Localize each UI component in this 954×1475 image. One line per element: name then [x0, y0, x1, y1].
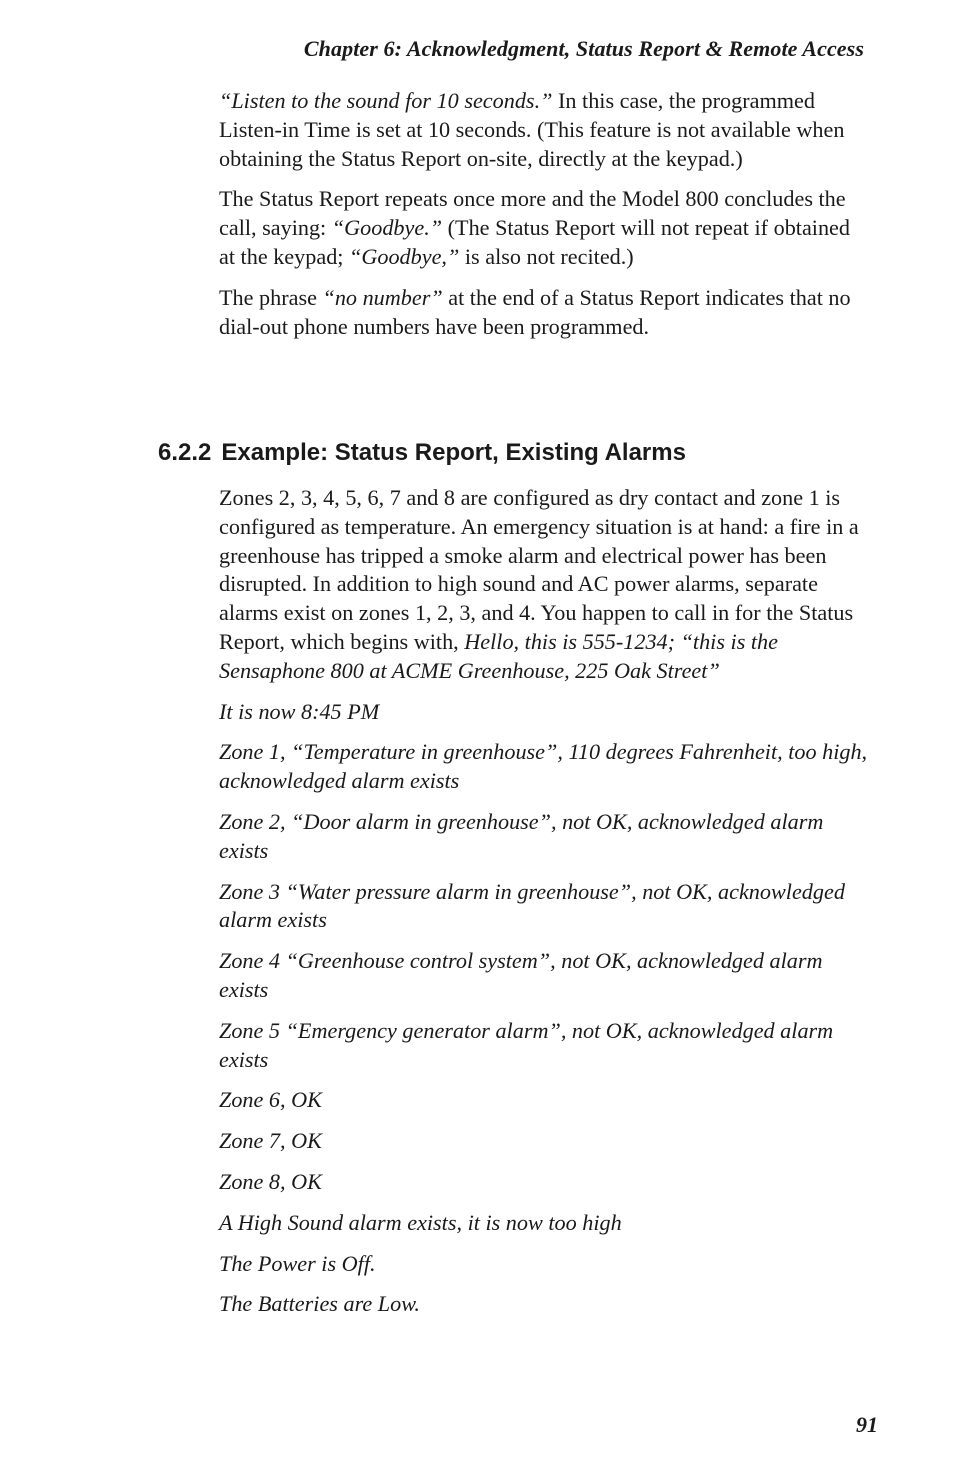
- report-line: Zone 5 “Emergency generator alarm”, not OK, acknowledged alarm exists: [219, 1017, 834, 1072]
- listen-quote: “Listen to the sound for 10 seconds.”: [219, 88, 553, 113]
- page-number: 91: [856, 1412, 878, 1437]
- no-number-quote: “no number”: [322, 284, 443, 310]
- report-line: Zone 3 “Water pressure alarm in greenhouse”, not OK, acknowledged alarm exists: [219, 878, 845, 933]
- report-line: The Batteries are Low.: [219, 1291, 420, 1317]
- goodbye-text-a: The Status Report repeats once more and the Model 800 concludes the call, saying:: [219, 186, 846, 241]
- example-text-block: [219, 484, 869, 1331]
- report-line: It is now 8:45 PM: [219, 698, 380, 724]
- no-number-text-b: at the end of a Status Report indicates that no dial-out phone numbers have been programmed.: [219, 284, 851, 339]
- section-heading: [158, 439, 686, 467]
- listen-text: In this case, the programmed Listen-in Time is set at 10 seconds. (This feature is not available when obtaining the Status Report on-site, directly at the keypad.): [219, 88, 845, 171]
- goodbye-quote-1: “Goodbye.”: [331, 215, 443, 241]
- report-line: Zone 7, OK: [219, 1128, 322, 1154]
- report-line: Zone 1, “Temperature in greenhouse”, 110 degrees Fahrenheit, too high, acknowledged alarm exists: [219, 739, 868, 794]
- intro-text: Zones 2, 3, 4, 5, 6, 7 and 8 are configured as dry contact and zone 1 is configured as temperature. An emergency situation is at hand: a fire in a greenhouse has tripped a smoke alarm and electrical power has been disrupted. In addition to high sound and AC power alarms, separate alarms exist on zones 1, 2, 3, and 4. You happen to call in for the Status Report, which begins with,: [219, 485, 859, 654]
- running-header: Chapter 6: Acknowledgment, Status Report & Remote Access: [303, 36, 864, 61]
- section-number: 6.2.2: [158, 439, 212, 466]
- paragraph-listen-in: [219, 87, 869, 173]
- report-line: Zone 8, OK: [219, 1168, 322, 1194]
- no-number-text-a: The phrase: [219, 284, 323, 310]
- intro-italic: Hello, this is 555-1234; “this is the Sensaphone 800 at ACME Greenhouse, 225 Oak Street”: [219, 628, 778, 683]
- report-line: Zone 4 “Greenhouse control system”, not OK, acknowledged alarm exists: [219, 948, 823, 1002]
- paragraph-goodbye: [219, 185, 869, 271]
- paragraph-intro: [219, 484, 869, 686]
- report-line: Zone 2, “Door alarm in greenhouse”, not OK, acknowledged alarm exists: [219, 808, 824, 863]
- goodbye-quote-2: “Goodbye,”: [349, 243, 460, 269]
- paragraph-no-number: [219, 284, 869, 342]
- report-line: The Power is Off.: [219, 1250, 376, 1276]
- report-line: A High Sound alarm exists, it is now too high: [219, 1209, 622, 1235]
- section-title: Example: Status Report, Existing Alarms: [221, 439, 686, 466]
- goodbye-text-c: is also not recited.): [459, 243, 634, 269]
- top-text-block: [219, 87, 869, 353]
- goodbye-text-b: (The Status Report will not repeat if obtained at the keypad;: [219, 215, 850, 269]
- report-line: Zone 6, OK: [219, 1087, 322, 1113]
